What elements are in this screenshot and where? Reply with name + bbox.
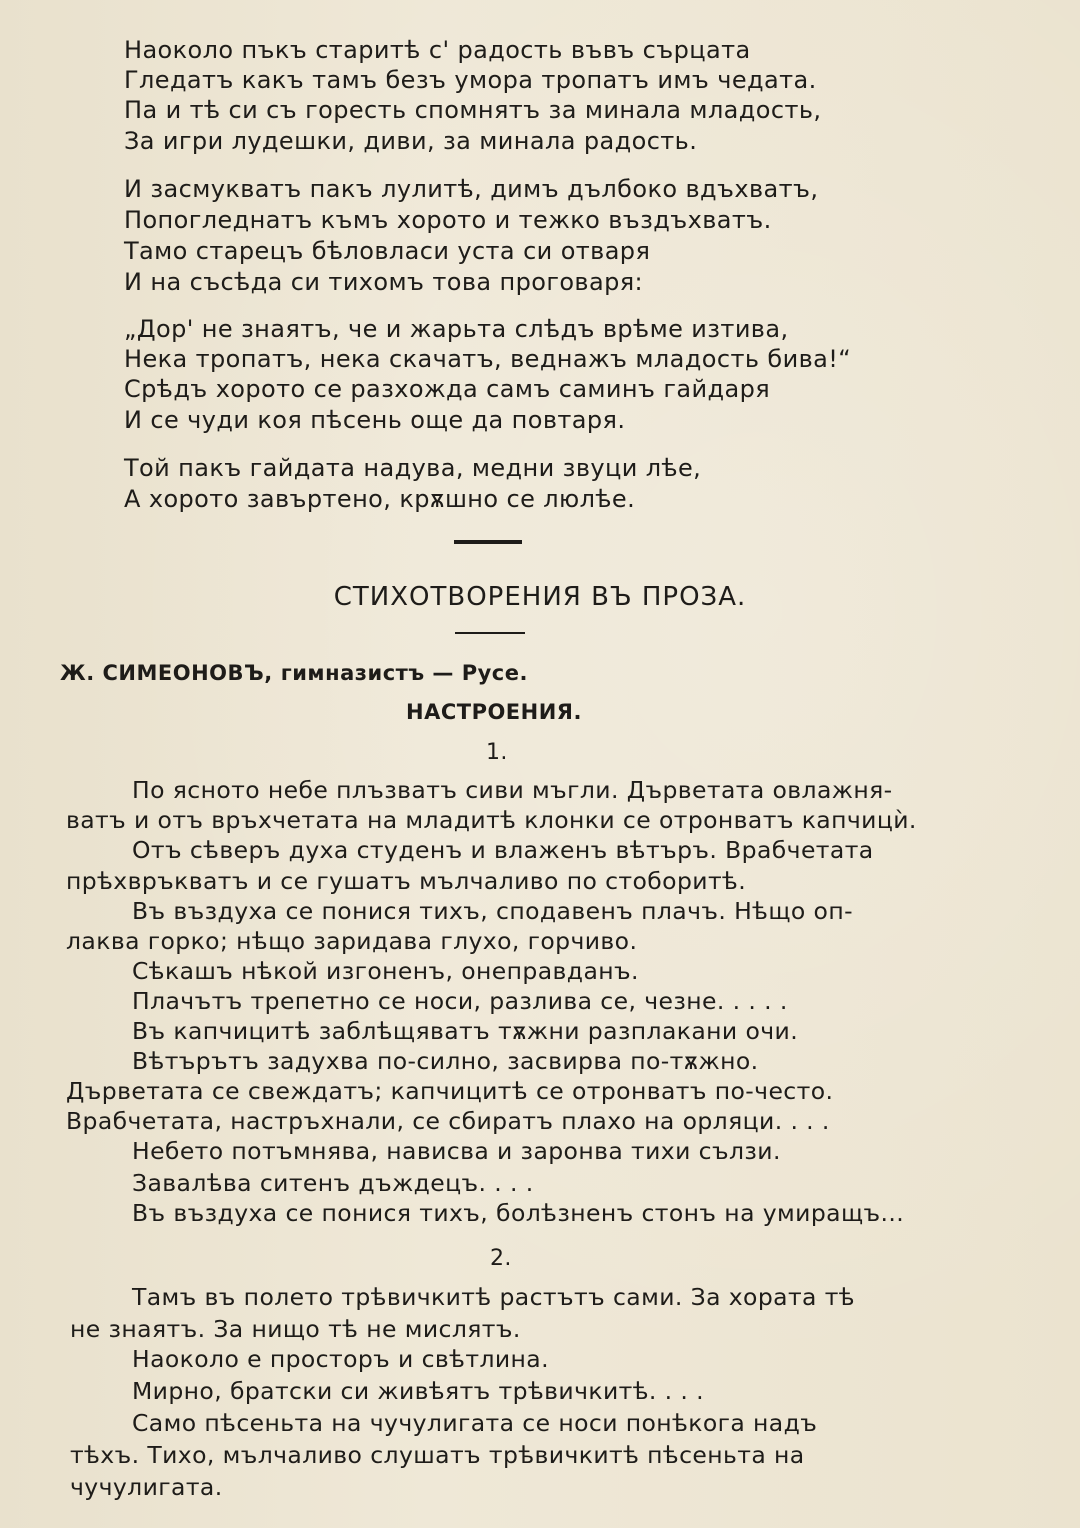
poem-line: За игри лудешки, диви, за минала радость. (124, 127, 698, 155)
poem-line: И засмукватъ пакъ лулитѣ, димъ дълбоко вдъхватъ, (124, 175, 819, 203)
author-detail: гимназистъ — Русе. (280, 661, 528, 685)
poem-line: Срѣдъ хорото се разхожда самъ саминъ гайдаря (124, 375, 771, 403)
author-name: Ж. СИМЕОНОВЪ, (60, 661, 273, 685)
prose-line: Въ капчицитѣ заблѣщяватъ тѫжни разплакани очи. (132, 1017, 799, 1045)
prose-line: Въ въздуха се понися тихъ, сподавенъ плачъ. Нѣщо оп- (132, 897, 853, 925)
part-number: 1. (486, 740, 508, 765)
prose-line: Врабчетата, настръхнали, се сбиратъ плахо на орляци. . . . (66, 1107, 830, 1135)
poem-line: Тамо старецъ бѣловласи уста си отваря (124, 237, 651, 265)
prose-line: Завалѣва ситенъ дъждецъ. . . . (132, 1169, 534, 1197)
prose-line: Сѣкашъ нѣкой изгоненъ, онеправданъ. (132, 957, 639, 985)
prose-line: Тамъ въ полето трѣвичкитѣ растътъ сами. За хората тѣ (132, 1283, 855, 1311)
poem-line: И на съсѣда си тихомъ това проговаря: (124, 268, 644, 296)
poem-line: Той пакъ гайдата надува, медни звуци лѣе, (124, 454, 702, 482)
poem-line: Па и тѣ си съ горесть спомнятъ за минала младость, (124, 96, 822, 124)
section-title: СТИХОТВОРЕНИЯ ВЪ ПРОЗА. (333, 582, 747, 612)
prose-line: Небето потъмнява, нависва и заронва тихи сълзи. (132, 1137, 781, 1165)
prose-line: Отъ сѣверъ духа студенъ и влаженъ вѣтъръ. Врабчетата (132, 836, 874, 864)
poem-line: „Дор' не знаятъ, че и жарьта слѣдъ врѣме изтива, (124, 315, 789, 343)
prose-line: Наоколо е просторъ и свѣтлина. (132, 1345, 549, 1373)
title-underline (455, 632, 525, 634)
author-line (60, 657, 528, 688)
prose-line: Вѣтърътъ задухва по-силно, засвирва по-тѫжно. (132, 1047, 759, 1075)
section-divider (454, 540, 522, 544)
piece-title: НАСТРОЕНИЯ. (406, 700, 582, 724)
poem-line: Попогледнатъ къмъ хорото и тежко въздъхватъ. (124, 206, 772, 234)
part-number: 2. (490, 1246, 512, 1271)
prose-line: не знаятъ. За нищо тѣ не мислятъ. (70, 1315, 521, 1343)
prose-line: тѣхъ. Тихо, мълчаливо слушатъ трѣвичкитѣ пѣсеньта на (70, 1441, 805, 1469)
prose-line: Плачътъ трепетно се носи, разлива се, чезне. . . . . (132, 987, 788, 1015)
prose-line: ватъ и отъ връхчетата на младитѣ клонки се отронватъ капчицѝ. (66, 806, 917, 834)
prose-line: По ясното небе плъзватъ сиви мъгли. Дърветата овлажня- (132, 776, 893, 804)
prose-line: Само пѣсеньта на чучулигата се носи понѣкога надъ (132, 1409, 818, 1437)
poem-line: И се чуди коя пѣсень още да повтаря. (124, 406, 626, 434)
prose-line: прѣхвръкватъ и се гушатъ мълчаливо по стоборитѣ. (66, 867, 747, 895)
prose-line: лаква горко; нѣщо заридава глухо, горчиво. (66, 927, 638, 955)
prose-line: Дърветата се свеждатъ; капчицитѣ се отронватъ по-често. (66, 1077, 834, 1105)
prose-line: чучулигата. (70, 1473, 223, 1501)
poem-line: Наоколо пъкъ старитѣ с' радость въвъ сърцата (124, 36, 751, 64)
poem-line: Гледатъ какъ тамъ безъ умора тропатъ имъ чедата. (124, 66, 817, 94)
prose-line: Въ въздуха се понися тихъ, болѣзненъ стонъ на умиращъ... (132, 1199, 905, 1227)
poem-line: А хорото завъртено, крѫшно се люлѣе. (124, 485, 636, 513)
poem-line: Нека тропатъ, нека скачатъ, веднажъ младость бива!“ (124, 345, 852, 373)
prose-line: Мирно, братски си живѣятъ трѣвичкитѣ. . . . (132, 1377, 704, 1405)
